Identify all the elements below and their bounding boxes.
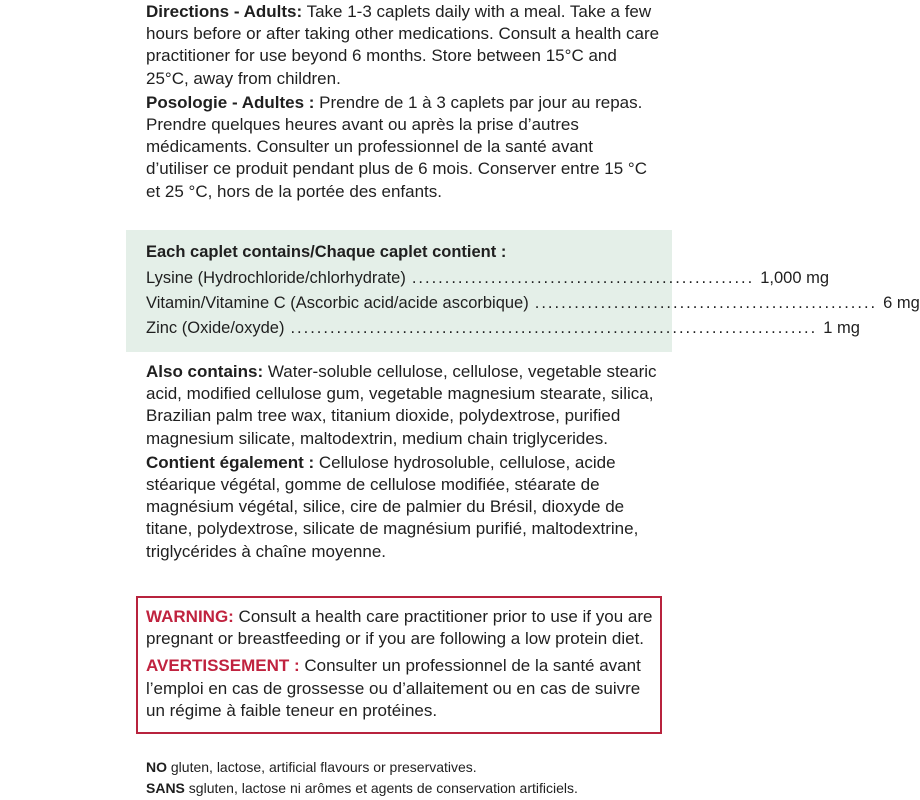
directions-fr-label: Posologie - Adultes : (146, 92, 315, 112)
dot-leader: .................................................... (411, 269, 755, 287)
ingredient-amount: 1 mg (823, 319, 860, 337)
also-contains-en-text: Water-soluble cellulose, cellulose, vegetable stearic acid, modified cellulose gum, vegetable magnesium stearate, silica, Brazilian palm tree wax, titanium dioxide, polydextrose, purified magnesium silicate, maltodextrin, medium chain triglycerides. (146, 362, 657, 448)
also-contains-fr-label: Contient également : (146, 452, 315, 472)
allergen-en-label: NO (146, 759, 167, 775)
allergen-en (146, 757, 660, 778)
ingredient-row (146, 319, 860, 338)
directions-en (146, 1, 660, 90)
also-contains-fr-text: Cellulose hydrosoluble, cellulose, acide stéarique végétal, gomme de cellulose modifiée, stéarate de magnésium végétal, silice, cire de palmier du Brésil, dioxyde de titane, polydextrose, silicate de magnésium purifié, maltodextrine, triglycérides à chaîne moyenne. (146, 452, 639, 561)
also-contains-fr (146, 452, 660, 563)
ingredient-name: Lysine (Hydrochloride/chlorhydrate) (146, 269, 406, 287)
ingredient-name: Vitamin/Vitamine C (Ascorbic acid/acide ascorbique) (146, 294, 529, 312)
non-medicinal-ingredients-section (146, 361, 660, 563)
allergen-statement (146, 757, 660, 799)
ingredient-name: Zinc (Oxide/oxyde) (146, 319, 285, 337)
warning-fr (146, 655, 654, 722)
warning-en-text: Consult a health care practitioner prior to use if you are pregnant or breastfeeding or if you are following a low protein diet. (146, 607, 653, 649)
directions-fr-text: Prendre de 1 à 3 caplets par jour au repas. Prendre quelques heures avant ou après la prise d’autres médicaments. Consulter un professionnel de la santé avant d’utiliser ce produit pendant plus de 6 mois. Conserver entre 15 °C et 25 °C, hors de la portée des enfants. (146, 92, 648, 201)
directions-fr (146, 92, 660, 203)
ingredient-row (146, 269, 830, 288)
also-contains-en-label: Also contains: (146, 362, 264, 381)
warning-en (146, 606, 654, 650)
warning-box (136, 596, 662, 734)
allergen-fr (146, 778, 660, 799)
ingredient-amount: 6 mg (883, 294, 920, 312)
allergen-fr-label: SANS (146, 780, 185, 796)
allergen-en-text: gluten, lactose, artificial flavours or preservatives. (167, 759, 477, 775)
ingredients-heading: Each caplet contains/Chaque caplet contient : (146, 243, 507, 261)
also-contains-en (146, 361, 660, 450)
warning-fr-text: Consulter un professionnel de la santé avant l’emploi en cas de grossesse ou d’allaitement ou en cas de suivre un régime à faible teneur en protéines. (146, 656, 641, 720)
warning-fr-label: AVERTISSEMENT : (146, 656, 300, 676)
ingredient-amount: 1,000 mg (760, 269, 830, 287)
allergen-fr-text: sgluten, lactose ni arômes et agents de conservation artificiels. (184, 780, 578, 796)
directions-en-label: Directions - Adults: (146, 2, 303, 21)
directions-en-text: Take 1-3 caplets daily with a meal. Take a few hours before or after taking other medications. Consult a health care practitioner for use beyond 6 months. Store between 15°C and 25°C, away from children. (146, 2, 660, 88)
medicinal-ingredients-panel (126, 230, 920, 352)
directions-section (146, 1, 660, 203)
dot-leader: .................................................... (534, 294, 878, 312)
ingredient-row (146, 294, 920, 313)
warning-en-label: WARNING: (146, 607, 234, 626)
dot-leader: ................................................................................ (290, 319, 818, 337)
